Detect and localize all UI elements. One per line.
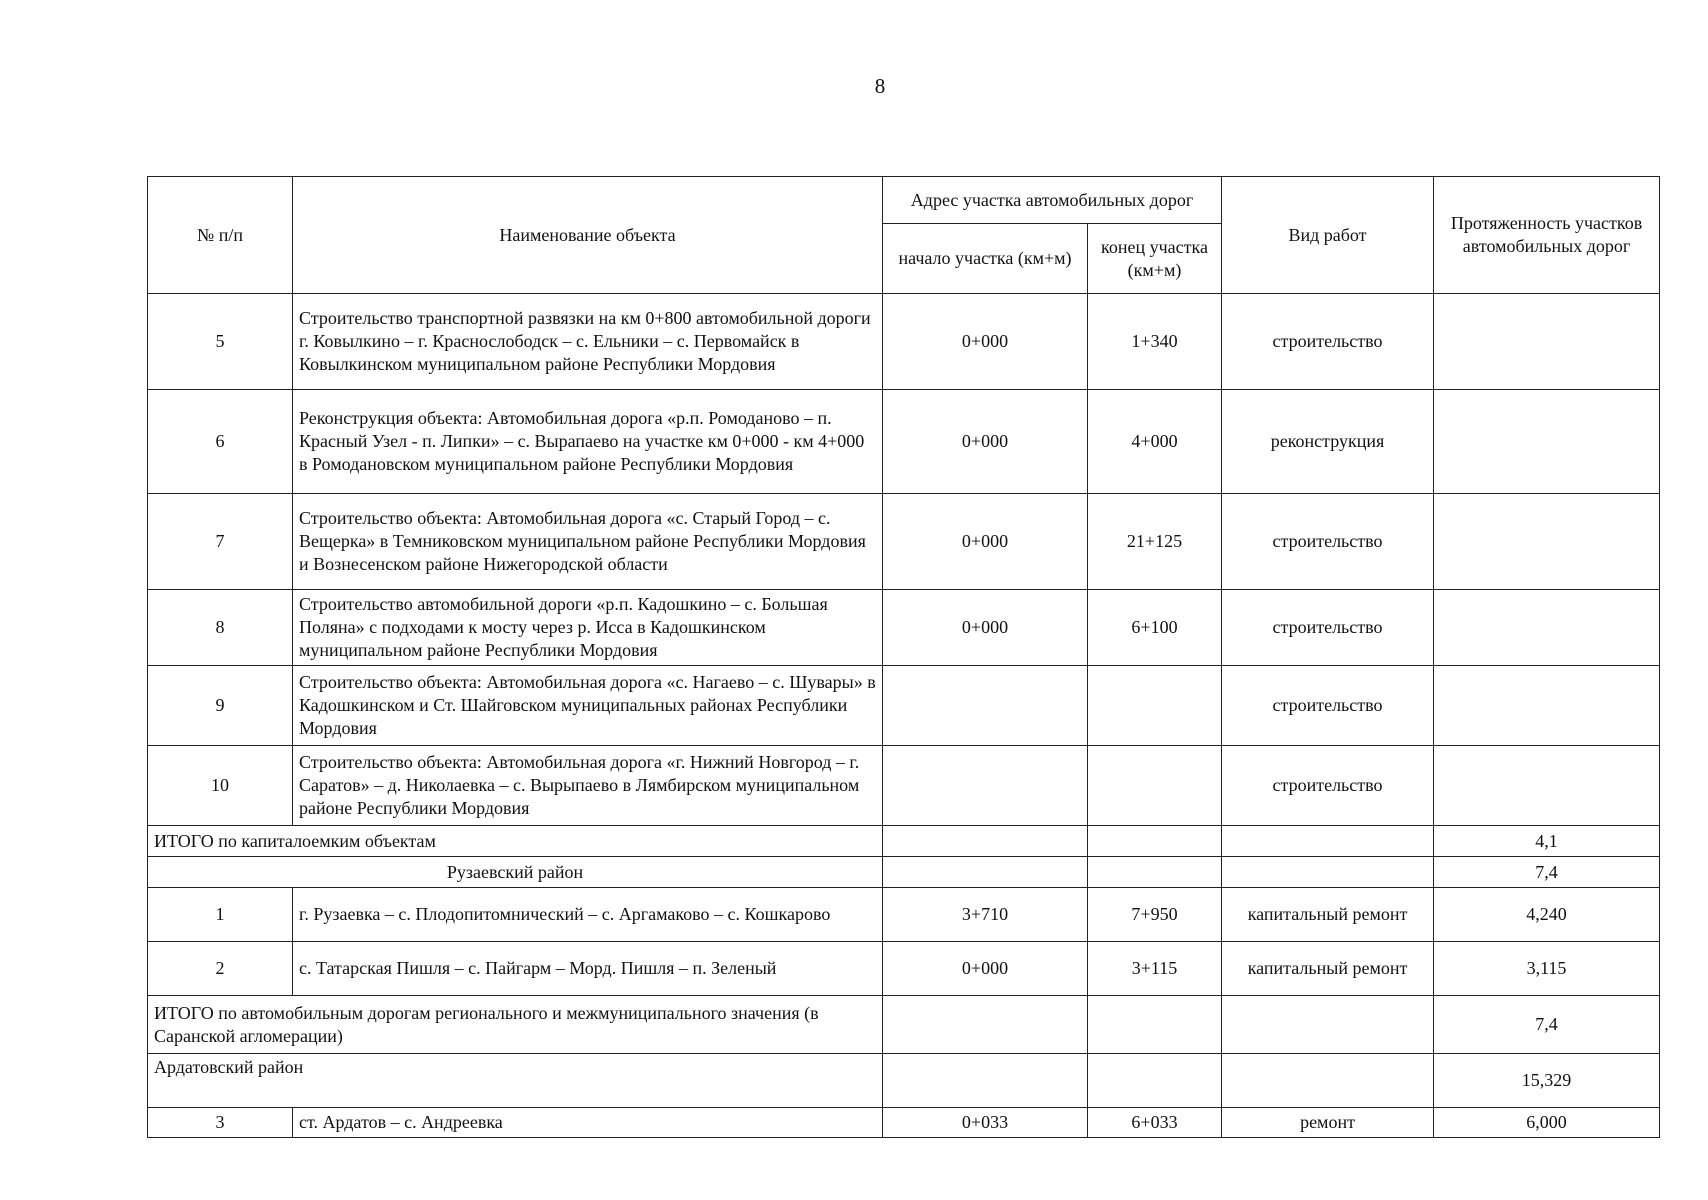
header-length: Протяженность участков автомобильных дорог [1434, 177, 1660, 294]
row-length: 6,000 [1434, 1108, 1660, 1138]
district-row-ardatov [148, 1054, 1660, 1108]
table-header [148, 177, 1660, 294]
header-num: № п/п [148, 177, 293, 294]
row-num: 10 [148, 746, 293, 826]
row-num: 2 [148, 942, 293, 996]
row-work: строительство [1222, 666, 1434, 746]
row-work: реконструкция [1222, 390, 1434, 494]
row-length: 4,240 [1434, 888, 1660, 942]
total-capital-value: 4,1 [1434, 826, 1660, 857]
row-start: 0+000 [883, 590, 1088, 666]
roads-table [147, 176, 1660, 1138]
row-end: 1+340 [1088, 294, 1222, 390]
total-row-capital [148, 826, 1660, 857]
row-start: 0+000 [883, 942, 1088, 996]
row-end: 6+033 [1088, 1108, 1222, 1138]
total-regional-label: ИТОГО по автомобильным дорогам регионального и межмуниципального значения (в Саранской агломерации) [148, 996, 883, 1054]
row-num: 1 [148, 888, 293, 942]
empty-cell [1088, 996, 1222, 1054]
empty-cell [1222, 826, 1434, 857]
row-length [1434, 666, 1660, 746]
row-length [1434, 590, 1660, 666]
table-row [148, 746, 1660, 826]
empty-cell [1088, 826, 1222, 857]
table-row [148, 942, 1660, 996]
empty-cell [883, 857, 1088, 888]
header-name: Наименование объекта [293, 177, 883, 294]
row-start: 3+710 [883, 888, 1088, 942]
row-num: 5 [148, 294, 293, 390]
header-end: конец участка (км+м) [1088, 224, 1222, 294]
table-row [148, 390, 1660, 494]
empty-cell [1222, 996, 1434, 1054]
empty-cell [1088, 1054, 1222, 1108]
row-work: строительство [1222, 746, 1434, 826]
row-length: 3,115 [1434, 942, 1660, 996]
row-name: Реконструкция объекта: Автомобильная дорога «р.п. Ромоданово – п. Красный Узел - п. Липки» – с. Вырапаево на участке км 0+000 - км 4+000 в Ромодановском муниципальном районе Республики Мордовия [293, 390, 883, 494]
header-start: начало участка (км+м) [883, 224, 1088, 294]
table-row [148, 294, 1660, 390]
row-name: Строительство автомобильной дороги «р.п. Кадошкино – с. Большая Поляна» с подходами к мосту через р. Исса в Кадошкинском муниципальном районе Республики Мордовия [293, 590, 883, 666]
row-end: 6+100 [1088, 590, 1222, 666]
district-label: Рузаевский район [148, 857, 883, 888]
header-work-type: Вид работ [1222, 177, 1434, 294]
row-length [1434, 390, 1660, 494]
district-label: Ардатовский район [148, 1054, 883, 1108]
row-name: Строительство транспортной развязки на км 0+800 автомобильной дороги г. Ковылкино – г. Краснослободск – с. Ельники – с. Первомайск в Ковылкинском муниципальном районе Республики Мордовия [293, 294, 883, 390]
district-value: 15,329 [1434, 1054, 1660, 1108]
row-start: 0+000 [883, 294, 1088, 390]
table-row [148, 1108, 1660, 1138]
table-row [148, 494, 1660, 590]
district-row-ruzaevka [148, 857, 1660, 888]
row-name: ст. Ардатов – с. Андреевка [293, 1108, 883, 1138]
row-start [883, 666, 1088, 746]
row-num: 3 [148, 1108, 293, 1138]
row-work: строительство [1222, 494, 1434, 590]
row-end [1088, 746, 1222, 826]
row-name: с. Татарская Пишля – с. Пайгарм – Морд. Пишля – п. Зеленый [293, 942, 883, 996]
total-regional-value: 7,4 [1434, 996, 1660, 1054]
row-num: 6 [148, 390, 293, 494]
row-name: Строительство объекта: Автомобильная дорога «с. Старый Город – с. Вещерка» в Темниковском муниципальном районе Республики Мордовия и Вознесенском районе Нижегородской области [293, 494, 883, 590]
page-number: 8 [874, 74, 886, 98]
empty-cell [1222, 1054, 1434, 1108]
row-name: Строительство объекта: Автомобильная дорога «г. Нижний Новгород – г. Саратов» – д. Николаевка – с. Вырыпаево в Лямбирском муниципальном районе Республики Мордовия [293, 746, 883, 826]
row-work: капитальный ремонт [1222, 942, 1434, 996]
row-end: 21+125 [1088, 494, 1222, 590]
row-end [1088, 666, 1222, 746]
row-name: г. Рузаевка – с. Плодопитомнический – с. Аргамаково – с. Кошкарово [293, 888, 883, 942]
district-value: 7,4 [1434, 857, 1660, 888]
row-work: строительство [1222, 294, 1434, 390]
table-row [148, 666, 1660, 746]
empty-cell [1088, 857, 1222, 888]
table-row [148, 590, 1660, 666]
row-start: 0+000 [883, 494, 1088, 590]
row-length [1434, 294, 1660, 390]
row-length [1434, 746, 1660, 826]
row-work: ремонт [1222, 1108, 1434, 1138]
empty-cell [883, 826, 1088, 857]
empty-cell [1222, 857, 1434, 888]
row-work: строительство [1222, 590, 1434, 666]
table-row [148, 888, 1660, 942]
row-end: 7+950 [1088, 888, 1222, 942]
total-row-regional [148, 996, 1660, 1054]
empty-cell [883, 996, 1088, 1054]
empty-cell [883, 1054, 1088, 1108]
row-start [883, 746, 1088, 826]
row-num: 8 [148, 590, 293, 666]
total-capital-label: ИТОГО по капиталоемким объектам [148, 826, 883, 857]
row-length [1434, 494, 1660, 590]
row-work: капитальный ремонт [1222, 888, 1434, 942]
row-end: 4+000 [1088, 390, 1222, 494]
row-num: 9 [148, 666, 293, 746]
row-end: 3+115 [1088, 942, 1222, 996]
row-num: 7 [148, 494, 293, 590]
header-address: Адрес участка автомобильных дорог [883, 177, 1222, 224]
row-start: 0+000 [883, 390, 1088, 494]
row-start: 0+033 [883, 1108, 1088, 1138]
row-name: Строительство объекта: Автомобильная дорога «с. Нагаево – с. Шувары» в Кадошкинском и Ст. Шайговском муниципальных районах Республики Мордовия [293, 666, 883, 746]
